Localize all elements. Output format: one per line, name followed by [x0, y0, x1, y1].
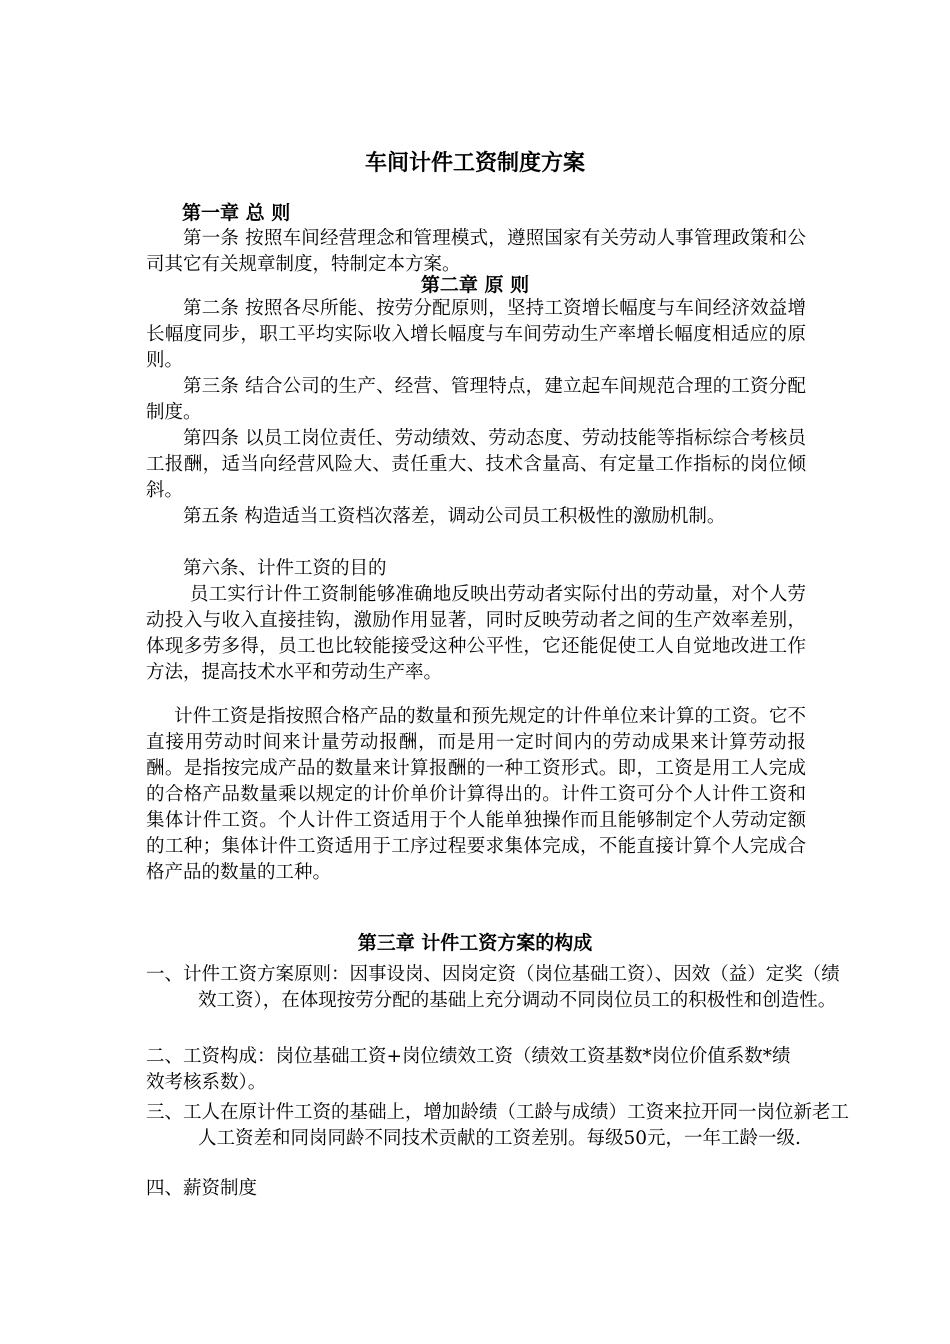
list-item-number: 二、 — [146, 1046, 184, 1067]
article5-text: 第五条 构造适当工资档次落差，调动公司员工积极性的激励机制。 — [183, 506, 726, 527]
article4-text: 第四条 以员工岗位责任、劳动绩效、劳动态度、劳动技能等指标综合考核员工报酬，适当向经营风险大、责任重大、技术含量高、有定量工作指标的岗位倾斜。 — [146, 428, 806, 501]
list-item-text: 计件工资方案原则：因事设岗、因岗定资（岗位基础工资）、因效（益）定奖（绩效工资），在体现按劳分配的基础上充分调动不同岗位员工的积极性和创造性。 — [183, 964, 840, 1011]
article6-title: 第六条、计件工资的目的 — [183, 558, 387, 579]
chapter1-heading: 第一章 总 则 — [182, 202, 291, 224]
list-item-number: 四、 — [146, 1178, 184, 1199]
list-item — [146, 1176, 858, 1202]
chapter3-heading: 第三章 计件工资方案的构成 — [357, 932, 593, 954]
list-item-text: 工资构成：岗位基础工资+岗位绩效工资（绩效工资基数*岗位价值系数*绩效考核系数）。 — [146, 1046, 791, 1093]
article2-text: 第二条 按照各尽所能、按劳分配原则，坚持工资增长幅度与车间经济效益增长幅度同步，职工平均实际收入增长幅度与车间劳动生产率增长幅度相适应的原则。 — [146, 298, 806, 371]
article3-text: 第三条 结合公司的生产、经营、管理特点，建立起车间规范合理的工资分配制度。 — [146, 376, 806, 423]
list-item — [146, 962, 858, 1014]
chapter2-heading: 第二章 原 则 — [420, 274, 530, 296]
definition-text: 计件工资是指按照合格产品的数量和预先规定的计件单位来计算的工资。它不直接用劳动时间来计量劳动报酬，而是用一定时间内的劳动成果来计算劳动报酬。是指按完成产品的数量来计算报酬的一种工资形式。即，工资是用工人完成的合格产品数量乘以规定的计价单价计算得出的。计件工资可分个人计件工资和集体计件工资。个人计件工资适用于个人能单独操作而且能够制定个人劳动定额的工种；集体计件工资适用于工序过程要求集体完成，不能直接计算个人完成合格产品的数量的工种。 — [146, 706, 806, 883]
list-item-number: 一、 — [146, 964, 184, 985]
article6-body: 员工实行计件工资制能够准确地反映出劳动者实际付出的劳动量，对个人劳动投入与收入直接挂钩，激励作用显著，同时反映劳动者之间的生产效率差别，体现多劳多得，员工也比较能接受这种公平性，它还能促使工人自觉地改进工作方法，提高技术水平和劳动生产率。 — [146, 584, 806, 683]
list-item-text: 工人在原计件工资的基础上，增加龄绩（工龄与成绩）工资来拉开同一岗位新老工人工资差和同岗同龄不同技术贡献的工资差别。每级50元，一年工龄一级. — [183, 1102, 850, 1149]
list-item — [146, 1100, 858, 1152]
list-item-text: 薪资制度 — [183, 1178, 258, 1199]
document-title: 车间计件工资制度方案 — [364, 151, 585, 176]
list-item — [146, 1044, 806, 1096]
list-item-number: 三、 — [146, 1102, 184, 1123]
article1-text: 第一条 按照车间经营理念和管理模式，遵照国家有关劳动人事管理政策和公司其它有关规章制度，特制定本方案。 — [146, 228, 806, 275]
